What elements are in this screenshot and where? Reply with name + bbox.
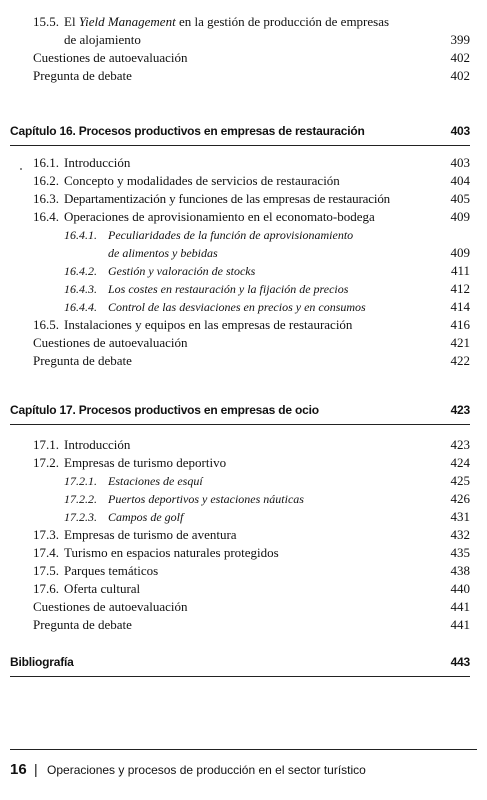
footer-rule <box>10 749 477 750</box>
entry-page: 426 <box>450 491 470 506</box>
entry-page: 431 <box>450 509 470 524</box>
entry-title: Turismo en espacios naturales protegidos <box>64 545 279 560</box>
entry-page: 416 <box>450 317 470 332</box>
entry-title: Instalaciones y equipos en las empresas de restauración <box>64 317 353 332</box>
entry-page: 404 <box>450 173 470 188</box>
entry-title: El Yield Management en la gestión de producción de empresas <box>64 14 390 29</box>
entry-title: Cuestiones de autoevaluación <box>33 50 188 65</box>
bibliography-heading <box>10 655 470 669</box>
entry-title: Oferta cultural <box>64 581 141 596</box>
entry-number: 17.2.3. <box>64 510 97 524</box>
entry-number: 15.5. <box>33 14 59 29</box>
entry-number: 16.4. <box>33 209 59 224</box>
entry-number: 17.2. <box>33 455 59 470</box>
entry-title: Cuestiones de autoevaluación <box>33 335 188 350</box>
entry-number: 17.6. <box>33 581 59 596</box>
page-footer <box>10 761 366 778</box>
entry-title: Campos de golf <box>108 510 184 524</box>
entry-title: Pregunta de debate <box>33 353 132 368</box>
entry-number: 17.2.1. <box>64 474 97 488</box>
bibliography-page: 443 <box>450 655 470 669</box>
entry-number: 16.4.1. <box>64 228 97 242</box>
entry-number: 16.4.4. <box>64 300 97 314</box>
entry-page: 399 <box>450 32 470 47</box>
page-number: 16 <box>10 761 27 778</box>
entry-page: 402 <box>450 50 470 65</box>
entry-page: 411 <box>450 263 470 278</box>
entry-number: 17.3. <box>33 527 59 542</box>
entry-page: 409 <box>450 245 470 260</box>
chapter-title: Capítulo 17. Procesos productivos en empresas de ocio <box>10 403 319 417</box>
entry-page: 441 <box>450 617 470 632</box>
chapter-16-heading <box>10 124 470 138</box>
footer-separator: | <box>34 761 38 777</box>
entry-title: Empresas de turismo de aventura <box>64 527 237 542</box>
entry-title: Introducción <box>64 155 131 170</box>
chapter-page: 403 <box>450 124 470 138</box>
entry-page: 441 <box>450 599 470 614</box>
book-title: Operaciones y procesos de producción en el sector turístico <box>47 763 366 777</box>
bibliography-title: Bibliografía <box>10 655 74 669</box>
entry-title: Peculiaridades de la función de aprovisionamiento <box>108 228 354 242</box>
entry-number: 16.2. <box>33 173 59 188</box>
entry-number: 16.4.2. <box>64 264 97 278</box>
entry-page: 403 <box>450 155 470 170</box>
entry-title: Empresas de turismo deportivo <box>64 455 227 470</box>
chapter-17-heading <box>10 403 470 417</box>
entry-number: 17.4. <box>33 545 59 560</box>
entry-number: 17.5. <box>33 563 59 578</box>
entry-page: 421 <box>450 335 470 350</box>
chapter-divider <box>10 424 470 425</box>
entry-number: 16.4.3. <box>64 282 97 296</box>
entry-title-continued: de alojamiento <box>64 32 141 47</box>
entry-number: 16.5. <box>33 317 59 332</box>
entry-page: 440 <box>450 581 470 596</box>
entry-page: 405 <box>450 191 470 206</box>
bibliography-divider <box>10 676 470 677</box>
entry-page: 438 <box>450 563 470 578</box>
entry-page: 425 <box>450 473 470 488</box>
entry-page: 412 <box>450 281 470 296</box>
entry-title: Parques temáticos <box>64 563 159 578</box>
chapter-page: 423 <box>450 403 470 417</box>
entry-number: 16.1. <box>33 155 59 170</box>
entry-page: 435 <box>450 545 470 560</box>
chapter-divider <box>10 145 470 146</box>
entry-title: Operaciones de aprovisionamiento en el economato-bodega <box>64 209 375 224</box>
entry-page: 414 <box>450 299 470 314</box>
entry-title: Cuestiones de autoevaluación <box>33 599 188 614</box>
entry-title: Pregunta de debate <box>33 617 132 632</box>
entry-number: 17.2.2. <box>64 492 97 506</box>
entry-title: Pregunta de debate <box>33 68 132 83</box>
entry-page: 423 <box>450 437 470 452</box>
entry-title: Estaciones de esquí <box>108 474 203 488</box>
entry-title-continued: de alimentos y bebidas <box>108 246 218 260</box>
entry-title: Departamentización y funciones de las empresas de restauración <box>64 191 391 206</box>
entry-title: Puertos deportivos y estaciones náuticas <box>108 492 304 506</box>
entry-title: Gestión y valoración de stocks <box>108 264 256 278</box>
entry-title: Los costes en restauración y la fijación de precios <box>108 282 349 296</box>
entry-number: 16.3. <box>33 191 59 206</box>
entry-page: 409 <box>450 209 470 224</box>
entry-title: Concepto y modalidades de servicios de restauración <box>64 173 340 188</box>
entry-page: 432 <box>450 527 470 542</box>
entry-page: 422 <box>450 353 470 368</box>
chapter-title: Capítulo 16. Procesos productivos en empresas de restauración <box>10 124 365 138</box>
entry-page: 424 <box>450 455 470 470</box>
entry-number: 17.1. <box>33 437 59 452</box>
entry-title: Control de las desviaciones en precios y en consumos <box>108 300 366 314</box>
entry-title: Introducción <box>64 437 131 452</box>
entry-page: 402 <box>450 68 470 83</box>
stray-mark <box>20 168 22 170</box>
